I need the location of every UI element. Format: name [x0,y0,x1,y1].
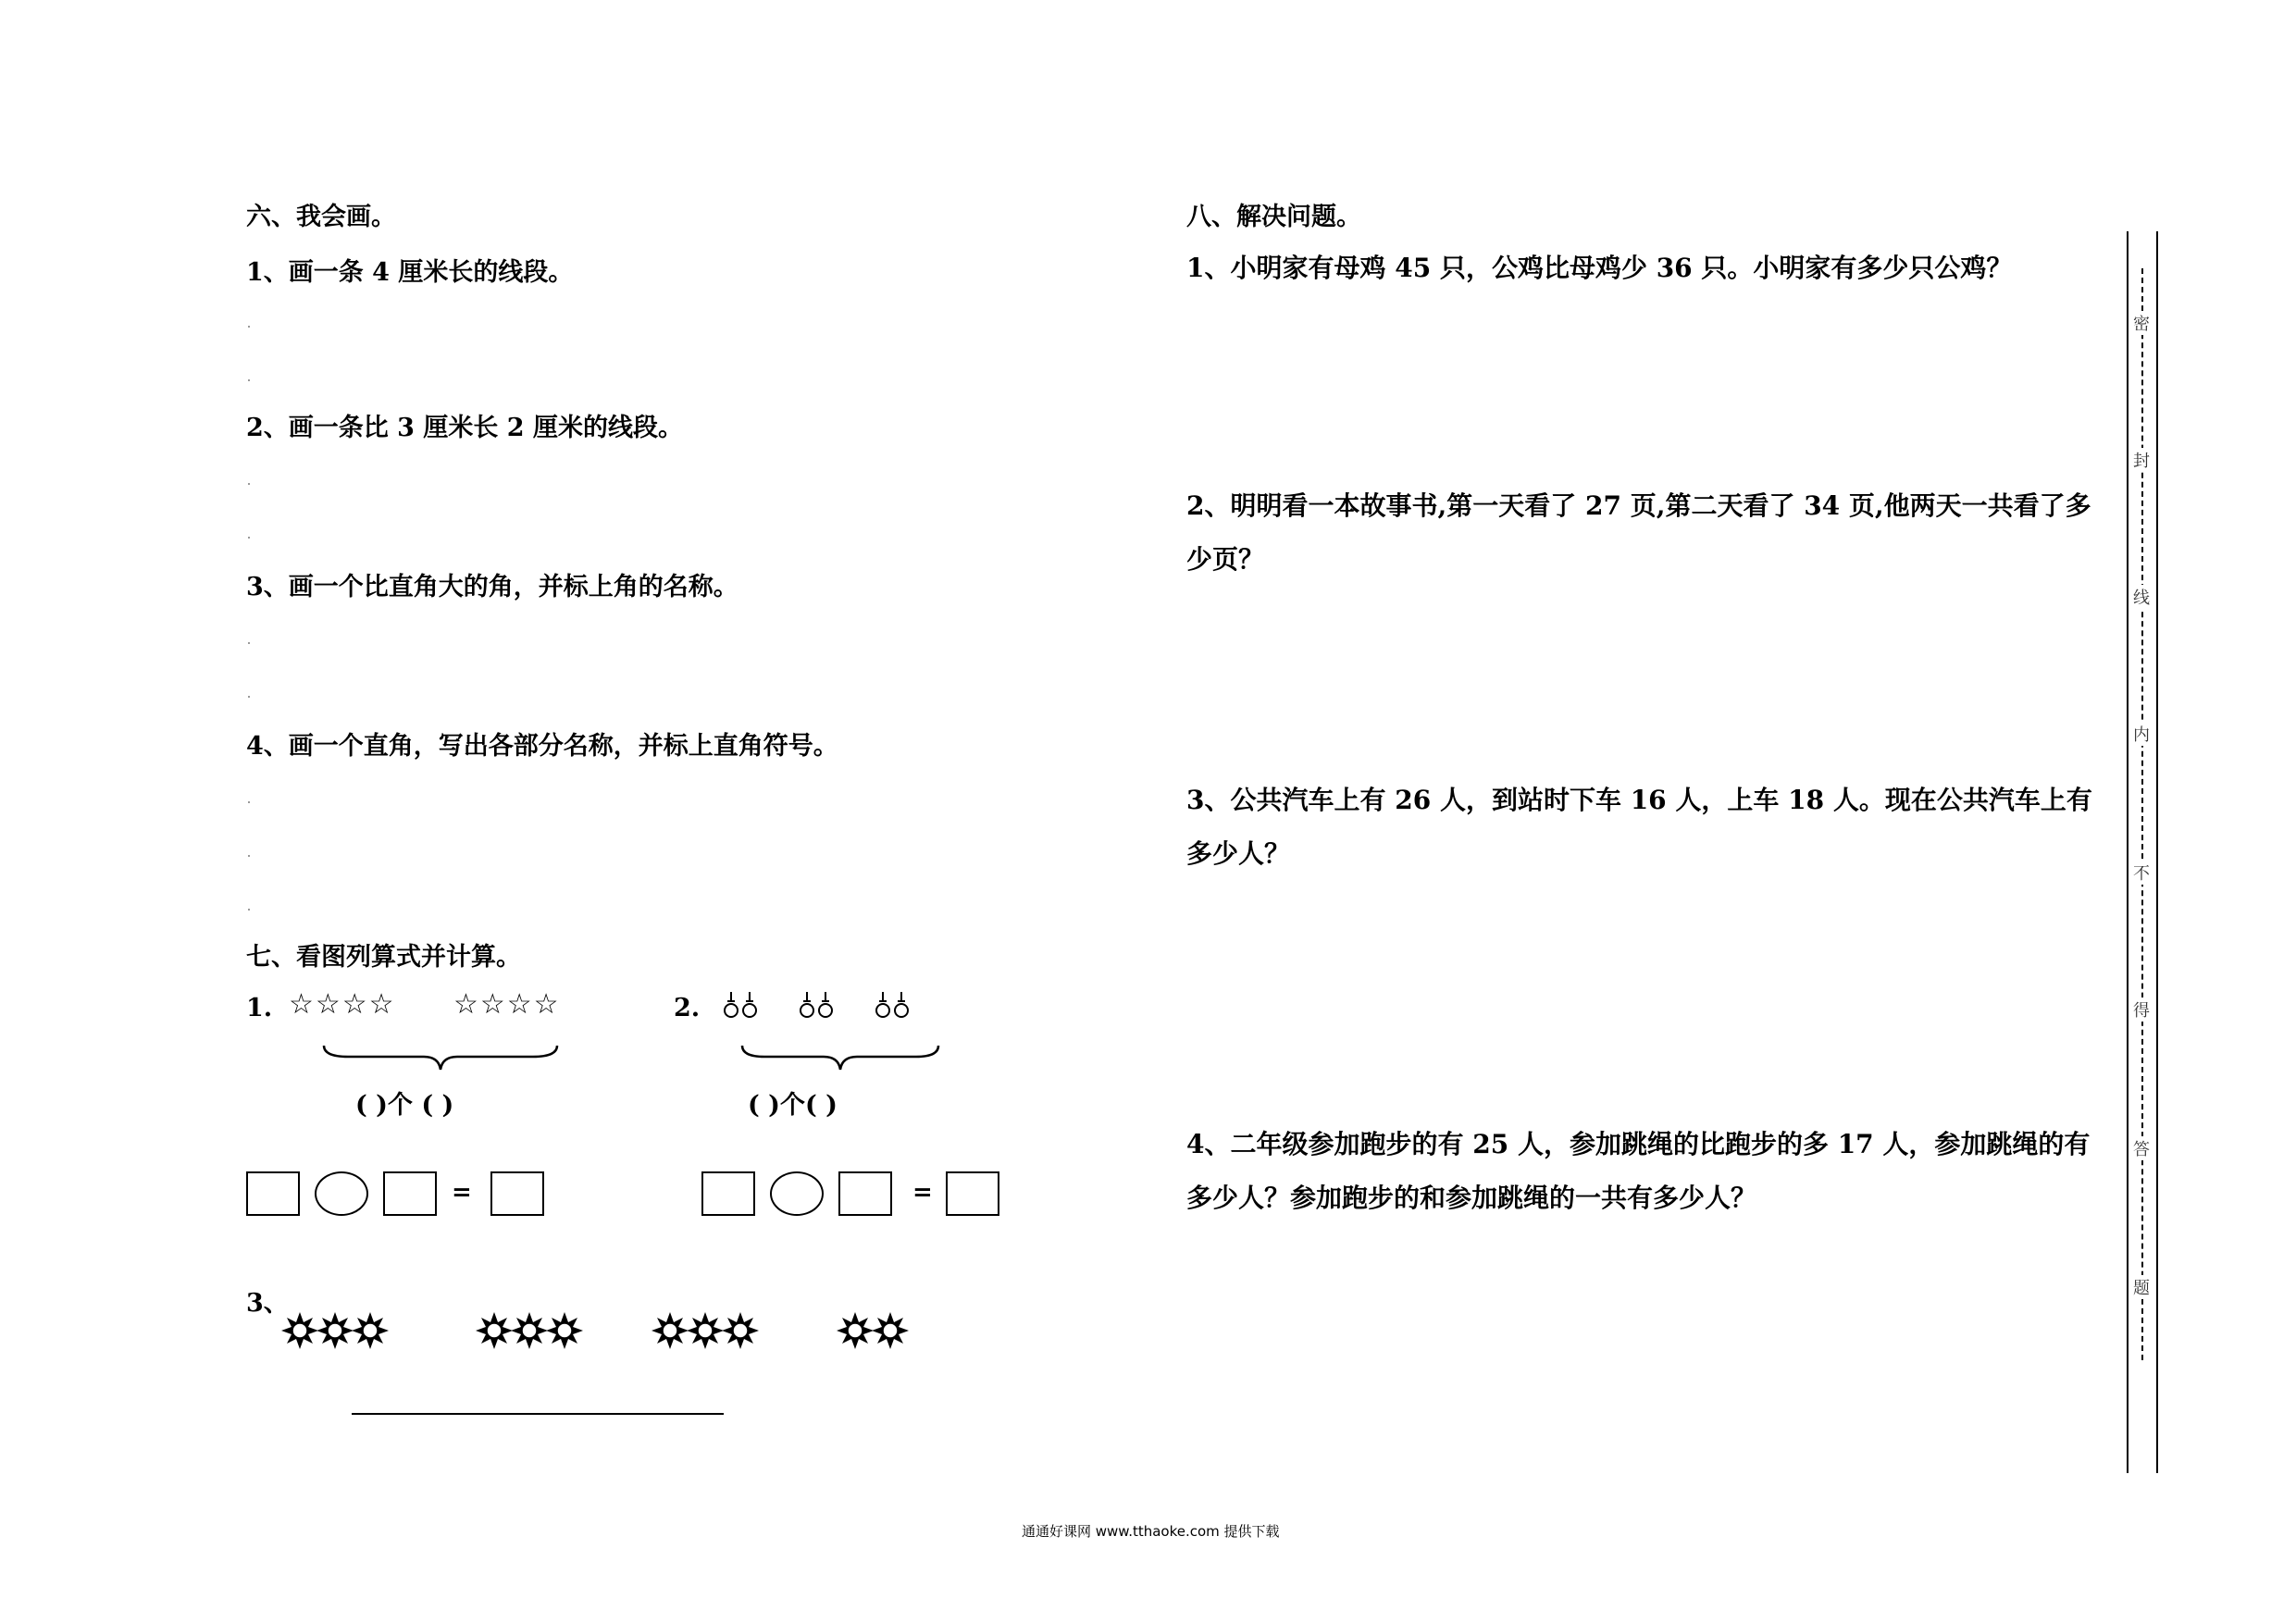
binding-dashed-line [2141,268,2143,1360]
problem-3-label: 3、 [246,1289,289,1318]
result-box[interactable] [490,1171,544,1216]
section6-question-4: 4、画一个直角，写出各部分名称，并标上直角符号。 [246,732,838,761]
section8-question-2: 2、明明看一本故事书,第一天看了 27 页,第二天看了 34 页,他两天一共看了多少页？ [1186,490,2091,575]
paren-answer-2: ( )个( ) [748,1091,838,1120]
binding-char: 密 [2133,311,2150,335]
section6-question-3: 3、画一个比直角大的角，并标上角的名称。 [246,573,738,601]
answer-box[interactable] [246,1171,300,1216]
star-outline-icon: ☆☆☆☆ [289,988,396,1021]
binding-char: 答 [2133,1136,2150,1160]
binding-char: 内 [2133,722,2150,746]
equals-sign: = [912,1179,933,1207]
blank-line-marker [248,696,250,698]
blank-line-marker [248,642,250,644]
blank-line-marker [248,909,250,911]
equals-sign: = [452,1179,472,1207]
result-box[interactable] [946,1171,999,1216]
blank-line-marker [248,326,250,328]
binding-line-right [2156,231,2158,1473]
binding-line-left [2127,231,2128,1473]
binding-char: 题 [2133,1275,2150,1299]
answer-box[interactable] [701,1171,755,1216]
section8-question-4: 4、二年级参加跑步的有 25 人，参加跳绳的比跑步的多 17 人，参加跳绳的有多少人？参加跑步的和参加跳绳的一共有多少人？ [1186,1129,2091,1213]
brace-2 [738,1042,942,1073]
brace-1 [320,1042,561,1073]
answer-box[interactable] [838,1171,892,1216]
blank-line-marker [248,483,250,485]
operator-oval[interactable] [315,1171,368,1216]
binding-char: 得 [2133,997,2150,1022]
blank-line-marker [248,855,250,857]
blank-line-marker [248,379,250,381]
section8-heading: 八、解决问题。 [1186,203,1361,231]
section6-question-2: 2、画一条比 3 厘米长 2 厘米的线段。 [246,414,683,442]
problem-2-label: 2. [674,994,701,1022]
binding-char: 不 [2133,861,2150,885]
section8-question-1: 1、小明家有母鸡 45 只，公鸡比母鸡少 36 只。小明家有多少只公鸡？ [1186,253,2013,283]
star-outline-icon: ☆☆☆☆ [453,988,561,1021]
answer-underline[interactable] [352,1413,724,1415]
operator-oval[interactable] [770,1171,824,1216]
blank-line-marker [248,801,250,803]
problem-1-label: 1. [246,994,273,1022]
answer-box[interactable] [383,1171,437,1216]
blank-line-marker [248,537,250,539]
section8-question-3: 3、公共汽车上有 26 人，到站时下车 16 人，上车 18 人。现在公共汽车上有多少人？ [1186,785,2092,869]
paren-answer-1: ( )个 ( ) [355,1091,454,1120]
section7-heading: 七、看图列算式并计算。 [246,943,521,972]
section6-question-1: 1、画一条 4 厘米长的线段。 [246,258,574,287]
binding-char: 封 [2133,448,2150,472]
figure-icon [720,988,942,1025]
section6-heading: 六、我会画。 [246,203,396,231]
binding-char: 线 [2133,585,2150,609]
footer-text: 通通好课网 www.tthaoke.com 提供下载 [1022,1523,1280,1540]
sun-burst-icon-group [278,1305,944,1357]
